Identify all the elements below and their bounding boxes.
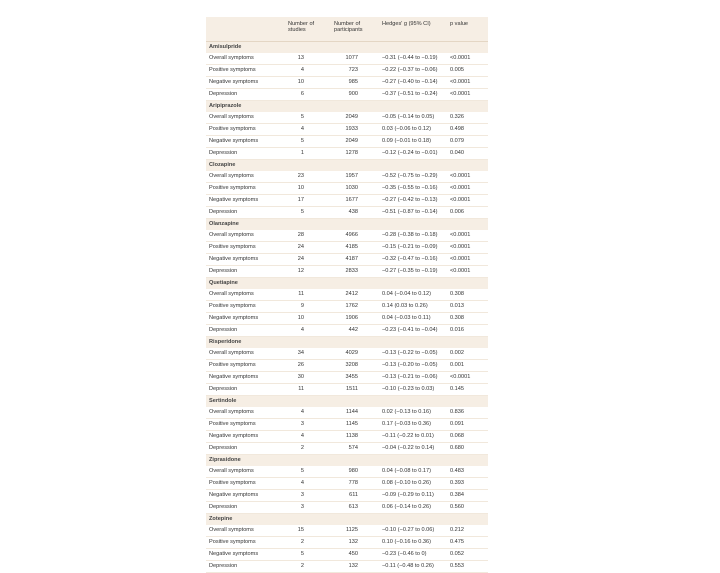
outcome-cell: Overall symptoms (209, 114, 254, 120)
outcome-cell: Negative symptoms (209, 197, 259, 203)
p-value-cell: 0.002 (450, 350, 464, 356)
effect-size-cell: −0.10 (−0.27 to 0.06) (382, 527, 435, 533)
studies-cell: 3 (300, 492, 304, 498)
p-value-cell: 0.384 (450, 492, 464, 498)
drug-group-title: Amisulpride (206, 42, 488, 53)
table-row (206, 490, 488, 502)
outcome-cell: Positive symptoms (209, 539, 256, 545)
effect-size-cell: −0.35 (−0.55 to −0.16) (382, 185, 438, 191)
outcome-cell: Negative symptoms (209, 551, 259, 557)
studies-cell: 4 (300, 327, 304, 333)
participants-cell: 1511 (345, 386, 358, 392)
studies-cell: 4 (300, 433, 304, 439)
effect-size-cell: 0.08 (−0.10 to 0.26) (382, 480, 431, 486)
studies-cell: 23 (297, 173, 304, 179)
table-row (206, 443, 488, 455)
drug-group-title: Risperidone (206, 337, 488, 348)
studies-cell: 5 (300, 551, 304, 557)
outcome-cell: Depression (209, 268, 238, 274)
studies-cell: 11 (298, 386, 304, 392)
outcome-cell: Positive symptoms (209, 185, 256, 191)
outcome-cell: Positive symptoms (209, 244, 256, 250)
p-value-cell: 0.308 (450, 291, 464, 297)
table-row (206, 183, 488, 195)
effect-size-cell: −0.12 (−0.24 to −0.01) (382, 150, 438, 156)
studies-cell: 10 (297, 185, 304, 191)
studies-cell: 5 (300, 468, 304, 474)
outcome-cell: Negative symptoms (209, 433, 259, 439)
outcome-cell: Depression (209, 504, 238, 510)
drug-group-title: Olanzapine (206, 219, 488, 230)
effect-size-cell: −0.27 (−0.40 to −0.14) (382, 79, 438, 85)
results-table (206, 17, 488, 573)
p-value-cell: 0.483 (450, 468, 464, 474)
table-row (206, 242, 488, 254)
table-row (206, 549, 488, 561)
table-row (206, 360, 488, 372)
outcome-cell: Depression (209, 563, 238, 569)
studies-cell: 9 (300, 303, 304, 309)
participants-cell: 1030 (345, 185, 358, 191)
studies-cell: 6 (300, 91, 304, 97)
table-row (206, 561, 488, 573)
outcome-cell: Negative symptoms (209, 256, 259, 262)
studies-cell: 12 (297, 268, 304, 274)
studies-cell: 17 (297, 197, 304, 203)
table-body (206, 42, 488, 573)
drug-group-title: Sertindole (206, 396, 488, 407)
p-value-cell: <0.0001 (450, 268, 471, 274)
effect-size-cell: −0.05 (−0.14 to 0.05) (382, 114, 435, 120)
outcome-cell: Overall symptoms (209, 527, 254, 533)
studies-cell: 26 (297, 362, 304, 368)
participants-cell: 723 (348, 67, 358, 73)
participants-cell: 450 (348, 551, 358, 557)
participants-cell: 442 (348, 327, 358, 333)
participants-cell: 1957 (345, 173, 358, 179)
outcome-cell: Depression (209, 386, 238, 392)
outcome-cell: Negative symptoms (209, 79, 259, 85)
participants-cell: 574 (348, 445, 358, 451)
participants-cell: 980 (348, 468, 358, 474)
participants-cell: 1762 (345, 303, 358, 309)
participants-cell: 1077 (345, 55, 358, 61)
header-p-value: p value (450, 21, 469, 27)
p-value-cell: <0.0001 (450, 91, 471, 97)
p-value-cell: 0.079 (450, 138, 464, 144)
effect-size-cell: 0.09 (−0.01 to 0.18) (382, 138, 431, 144)
studies-cell: 24 (297, 256, 304, 262)
participants-cell: 4185 (345, 244, 358, 250)
participants-cell: 1906 (345, 315, 358, 321)
outcome-cell: Depression (209, 327, 238, 333)
outcome-cell: Negative symptoms (209, 374, 259, 380)
participants-cell: 778 (348, 480, 358, 486)
outcome-cell: Negative symptoms (209, 315, 259, 321)
effect-size-cell: −0.11 (−0.22 to 0.01) (382, 433, 434, 439)
p-value-cell: <0.0001 (450, 79, 471, 85)
studies-cell: 10 (297, 79, 304, 85)
effect-size-cell: −0.52 (−0.75 to −0.29) (382, 173, 438, 179)
table-row (206, 407, 488, 419)
table-row (206, 136, 488, 148)
outcome-cell: Overall symptoms (209, 409, 254, 415)
effect-size-cell: −0.23 (−0.41 to −0.04) (382, 327, 438, 333)
studies-cell: 5 (300, 209, 304, 215)
participants-cell: 1144 (345, 409, 358, 415)
participants-cell: 613 (348, 504, 358, 510)
p-value-cell: 0.553 (450, 563, 464, 569)
outcome-cell: Negative symptoms (209, 138, 259, 144)
drug-group-title: Clozapine (206, 160, 488, 171)
participants-cell: 1677 (345, 197, 358, 203)
participants-cell: 4187 (345, 256, 358, 262)
p-value-cell: 0.040 (450, 150, 464, 156)
drug-group-title: Quetiapine (206, 278, 488, 289)
studies-cell: 24 (297, 244, 304, 250)
effect-size-cell: −0.09 (−0.29 to 0.11) (382, 492, 434, 498)
studies-cell: 4 (300, 409, 304, 415)
table-row (206, 171, 488, 183)
effect-size-cell: −0.04 (−0.22 to 0.14) (382, 445, 435, 451)
participants-cell: 3455 (345, 374, 358, 380)
outcome-cell: Overall symptoms (209, 173, 254, 179)
outcome-cell: Positive symptoms (209, 67, 256, 73)
effect-size-cell: −0.28 (−0.38 to −0.18) (382, 232, 438, 238)
effect-size-cell: −0.27 (−0.42 to −0.13) (382, 197, 438, 203)
studies-cell: 3 (300, 504, 304, 510)
drug-group-title: Aripiprazole (206, 101, 488, 112)
participants-cell: 1933 (345, 126, 358, 132)
effect-size-cell: −0.51 (−0.87 to −0.14) (382, 209, 438, 215)
effect-size-cell: −0.10 (−0.23 to 0.03) (382, 386, 435, 392)
outcome-cell: Depression (209, 150, 238, 156)
participants-cell: 900 (348, 91, 358, 97)
effect-size-cell: 0.04 (−0.04 to 0.12) (382, 291, 431, 297)
table-row (206, 89, 488, 101)
table-row (206, 112, 488, 124)
table-row (206, 266, 488, 278)
table-row (206, 525, 488, 537)
studies-cell: 13 (297, 55, 304, 61)
p-value-cell: 0.560 (450, 504, 464, 510)
table-row (206, 230, 488, 242)
p-value-cell: 0.005 (450, 67, 464, 73)
p-value-cell: 0.836 (450, 409, 464, 415)
table-row (206, 478, 488, 490)
participants-cell: 4029 (345, 350, 358, 356)
participants-cell: 4966 (345, 232, 358, 238)
outcome-cell: Overall symptoms (209, 232, 254, 238)
effect-size-cell: −0.13 (−0.21 to −0.06) (382, 374, 438, 380)
effect-size-cell: −0.13 (−0.22 to −0.05) (382, 350, 438, 356)
p-value-cell: 0.498 (450, 126, 464, 132)
studies-cell: 28 (297, 232, 304, 238)
studies-cell: 30 (297, 374, 304, 380)
studies-cell: 5 (300, 114, 304, 120)
participants-cell: 438 (348, 209, 358, 215)
table-row (206, 466, 488, 478)
outcome-cell: Positive symptoms (209, 303, 256, 309)
effect-size-cell: 0.02 (−0.13 to 0.16) (382, 409, 431, 415)
p-value-cell: <0.0001 (450, 197, 471, 203)
p-value-cell: 0.052 (450, 551, 464, 557)
outcome-cell: Overall symptoms (209, 350, 254, 356)
p-value-cell: 0.475 (450, 539, 464, 545)
effect-size-cell: −0.23 (−0.46 to 0) (382, 551, 427, 557)
studies-cell: 11 (298, 291, 304, 297)
effect-size-cell: 0.14 (0.03 to 0.26) (382, 303, 428, 309)
participants-cell: 985 (348, 79, 358, 85)
effect-size-cell: 0.04 (−0.08 to 0.17) (382, 468, 431, 474)
effect-size-cell: 0.10 (−0.16 to 0.36) (382, 539, 431, 545)
p-value-cell: 0.326 (450, 114, 464, 120)
table-row (206, 301, 488, 313)
outcome-cell: Positive symptoms (209, 421, 256, 427)
drug-group-title: Zotepine (206, 514, 488, 525)
studies-cell: 4 (300, 480, 304, 486)
p-value-cell: 0.068 (450, 433, 464, 439)
p-value-cell: 0.091 (450, 421, 464, 427)
table-row (206, 372, 488, 384)
header-effect-size: Hedges' g (95% CI) (382, 21, 431, 27)
effect-size-cell: −0.13 (−0.20 to −0.05) (382, 362, 438, 368)
p-value-cell: <0.0001 (450, 173, 471, 179)
participants-cell: 2049 (345, 114, 358, 120)
table-row (206, 313, 488, 325)
participants-cell: 132 (348, 563, 358, 569)
p-value-cell: 0.393 (450, 480, 464, 486)
table-row (206, 325, 488, 337)
effect-size-cell: 0.04 (−0.03 to 0.11) (382, 315, 431, 321)
p-value-cell: <0.0001 (450, 55, 471, 61)
studies-cell: 2 (300, 539, 304, 545)
studies-cell: 3 (300, 421, 304, 427)
participants-cell: 611 (349, 492, 358, 498)
studies-cell: 4 (300, 67, 304, 73)
effect-size-cell: −0.22 (−0.37 to −0.06) (382, 67, 438, 73)
table-header (206, 17, 488, 42)
participants-cell: 1125 (345, 527, 358, 533)
participants-cell: 2049 (345, 138, 358, 144)
outcome-cell: Positive symptoms (209, 480, 256, 486)
table-row (206, 254, 488, 266)
table-row (206, 53, 488, 65)
participants-cell: 1278 (345, 150, 358, 156)
effect-size-cell: 0.06 (−0.14 to 0.26) (382, 504, 431, 510)
effect-size-cell: −0.32 (−0.47 to −0.16) (382, 256, 438, 262)
table-row (206, 289, 488, 301)
effect-size-cell: −0.37 (−0.51 to −0.24) (382, 91, 438, 97)
studies-cell: 1 (300, 150, 304, 156)
outcome-cell: Depression (209, 209, 238, 215)
outcome-cell: Negative symptoms (209, 492, 259, 498)
outcome-cell: Positive symptoms (209, 126, 256, 132)
p-value-cell: 0.212 (450, 527, 464, 533)
outcome-cell: Overall symptoms (209, 291, 254, 297)
effect-size-cell: −0.15 (−0.21 to −0.09) (382, 244, 438, 250)
p-value-cell: 0.006 (450, 209, 464, 215)
participants-cell: 2833 (345, 268, 358, 274)
participants-cell: 2412 (345, 291, 358, 297)
table-row (206, 537, 488, 549)
table-row (206, 431, 488, 443)
p-value-cell: <0.0001 (450, 232, 471, 238)
participants-cell: 1138 (345, 433, 358, 439)
effect-size-cell: −0.31 (−0.44 to −0.19) (382, 55, 438, 61)
effect-size-cell: 0.03 (−0.06 to 0.12) (382, 126, 431, 132)
p-value-cell: 0.308 (450, 315, 464, 321)
studies-cell: 10 (297, 315, 304, 321)
table-row (206, 148, 488, 160)
outcome-cell: Depression (209, 91, 238, 97)
header-participants: Number of participants (334, 21, 363, 34)
outcome-cell: Depression (209, 445, 238, 451)
table-row (206, 195, 488, 207)
p-value-cell: <0.0001 (450, 374, 471, 380)
participants-cell: 3208 (345, 362, 358, 368)
p-value-cell: 0.001 (450, 362, 464, 368)
p-value-cell: <0.0001 (450, 256, 471, 262)
p-value-cell: <0.0001 (450, 185, 471, 191)
table-row (206, 124, 488, 136)
participants-cell: 1145 (345, 421, 358, 427)
drug-group-title: Ziprasidone (206, 455, 488, 466)
header-studies: Number of studies (288, 21, 315, 34)
studies-cell: 2 (300, 563, 304, 569)
studies-cell: 5 (300, 138, 304, 144)
p-value-cell: 0.016 (450, 327, 464, 333)
studies-cell: 34 (297, 350, 304, 356)
outcome-cell: Overall symptoms (209, 468, 254, 474)
table-row (206, 502, 488, 514)
table-row (206, 384, 488, 396)
table-row (206, 77, 488, 89)
studies-cell: 2 (300, 445, 304, 451)
p-value-cell: 0.680 (450, 445, 464, 451)
studies-cell: 4 (300, 126, 304, 132)
participants-cell: 132 (348, 539, 358, 545)
effect-size-cell: 0.17 (−0.03 to 0.36) (382, 421, 431, 427)
p-value-cell: 0.013 (450, 303, 464, 309)
outcome-cell: Positive symptoms (209, 362, 256, 368)
table-row (206, 207, 488, 219)
studies-cell: 15 (297, 527, 304, 533)
p-value-cell: <0.0001 (450, 244, 471, 250)
table-row (206, 419, 488, 431)
outcome-cell: Overall symptoms (209, 55, 254, 61)
effect-size-cell: −0.27 (−0.35 to −0.19) (382, 268, 438, 274)
table-row (206, 65, 488, 77)
table-row (206, 348, 488, 360)
effect-size-cell: −0.11 (−0.48 to 0.26) (382, 563, 434, 569)
p-value-cell: 0.145 (450, 386, 464, 392)
